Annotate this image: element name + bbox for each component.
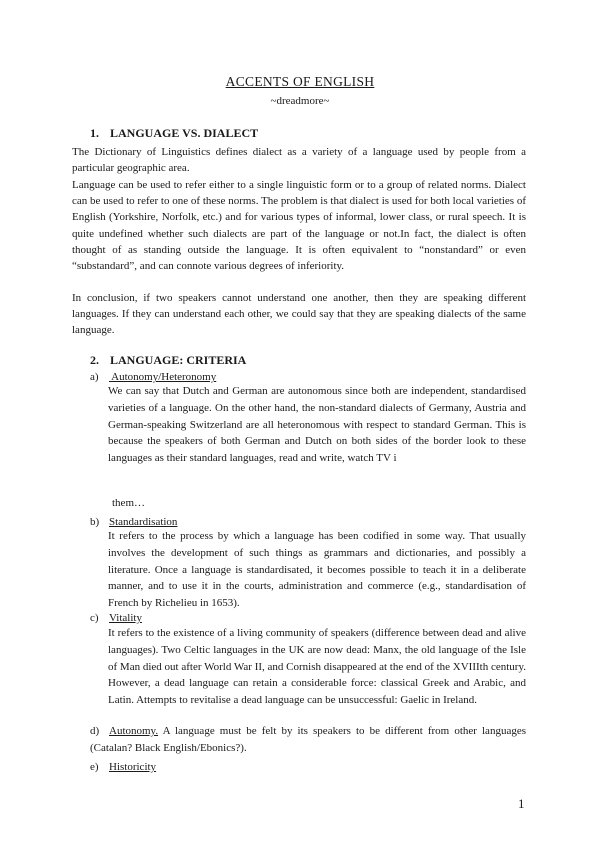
criterion-a-body: We can say that Dutch and German are autonomous since both are independent, standardised varieties of a language. On the other hand, the non-standard dialects of Germany, Austria and German-speaking Switzerland are all heteronomous with respect to standard German. This is because the speakers of both German and Dutch on both sides of the border look to these languages as their standard languages, read and write, watch TV i xyxy=(108,385,526,465)
criterion-c-letter: c) xyxy=(90,612,99,624)
criterion-a-label: Autonomy/Heteronomy xyxy=(109,371,217,383)
criterion-c-heading xyxy=(90,611,142,625)
criterion-e-letter: e) xyxy=(90,761,99,773)
criterion-b-letter: b) xyxy=(90,516,100,528)
section-1-paragraph-3: In conclusion, if two speakers cannot understand one another, then they are speaking different languages. If they can understand each other, we could say that they are speaking dialects of the same language. xyxy=(72,292,526,337)
criterion-b-body: It refers to the process by which a language has been codified in some way. That usually involves the development of such things as grammars and dictionaries, and possibly a literature. Once a language is standardisated, it becomes possible to teach it in a deliberate manner, and to use it in the courts, administration and commerce (e.g., standardisation of French by Richelieu in 1653). xyxy=(108,530,526,610)
criterion-d-heading xyxy=(90,723,526,757)
section-1-title: LANGUAGE VS. DIALECT xyxy=(110,126,259,140)
section-1-paragraph-2: Language can be used to refer either to a single linguistic form or to a group of related norms. Dialect can be used to refer to one of these norms. The problem is that dialect is used for both local varieties of English (Yorkshire, Norfolk, etc.) and for various types of informal, lower class, or rural speech. It is quite undefined whether such dialects are part of the language or not.In fact, the dialect is often thought of as standing outside the language. It is often equivalent to “nonstandard” or even “substandard”, and can connote various degrees of inferiority. xyxy=(72,179,526,273)
document-subtitle: ~dreadmore~ xyxy=(270,95,330,107)
criterion-a-heading xyxy=(90,370,216,384)
criterion-b-heading xyxy=(90,515,177,529)
criterion-d-text: A language must be felt by its speakers to be different from other languages (Catalan? Black English/Ebonics?). xyxy=(90,725,526,754)
section-1-number: 1. xyxy=(90,126,99,140)
criterion-a-letter: a) xyxy=(90,371,99,383)
criterion-d-letter: d) xyxy=(90,725,100,737)
criterion-c-body: It refers to the existence of a living community of speakers (difference between dead and alive languages). Two Celtic languages in the UK are now dead: Manx, the old language of the Isle of Man died out after World War II, and Cornish disappeared at the end of the XVIIIth century. However, a dead language can retain a considerable force: classical Greek and Arabic, and Latin. Attempts to revitalise a dead language can be unsuccessful: Gaelic in Ireland. xyxy=(108,627,526,707)
criterion-d-label: Autonomy. xyxy=(109,725,159,737)
section-2-number: 2. xyxy=(90,353,99,367)
section-1-paragraph-1: The Dictionary of Linguistics defines dialect as a variety of a language used by people from a particular geographic area. xyxy=(72,146,526,175)
document-title: ACCENTS OF ENGLISH xyxy=(225,74,375,89)
page-number: 1 xyxy=(518,796,525,811)
criterion-e-heading xyxy=(90,760,156,774)
section-2-title: LANGUAGE: CRITERIA xyxy=(110,353,247,367)
section-1-heading xyxy=(90,126,258,141)
criterion-e-label: Historicity xyxy=(109,761,157,773)
criterion-a-continuation: them… xyxy=(112,497,145,509)
criterion-c-label: Vitality xyxy=(109,612,142,624)
criterion-b-label: Standardisation xyxy=(109,516,178,528)
section-2-heading xyxy=(90,353,246,368)
